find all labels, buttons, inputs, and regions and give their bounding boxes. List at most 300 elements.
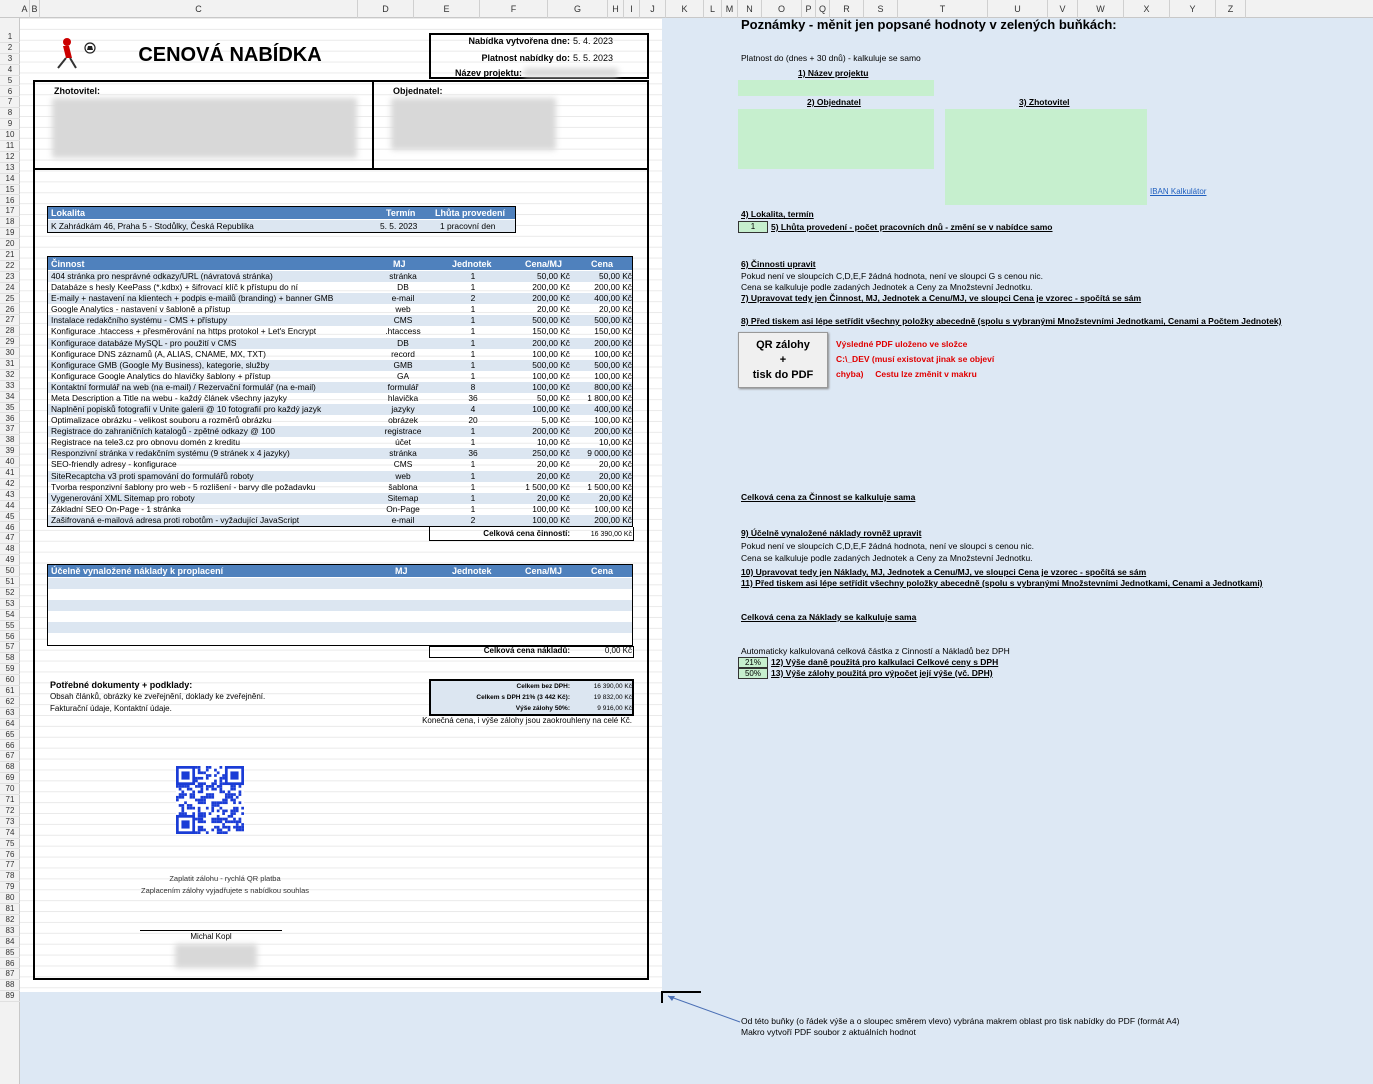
row-header[interactable]: 14 <box>0 174 20 185</box>
column-header-m[interactable]: M <box>722 0 738 18</box>
location-header-place: Lokalita <box>51 208 86 218</box>
activity-unit: stránka <box>389 271 417 281</box>
activity-row[interactable] <box>48 338 632 349</box>
note-10: 10) Upravovat tedy jen Náklady, MJ, Jednotek a Cenu/MJ, ve sloupci Cena je vzorec - spočítá se sám <box>741 567 1147 577</box>
activity-unit-price: 100,00 Kč <box>532 370 570 381</box>
column-header-a[interactable]: A <box>20 0 30 18</box>
location-header-date: Termín <box>386 208 416 218</box>
print-area-note1: Od této buňky (o řádek výše a o sloupec směrem vlevo) vybrána makrem oblast pro tisk nabídky do PDF (formát A4) <box>741 1016 1180 1026</box>
button-line1: QR zálohy <box>756 339 810 351</box>
row-header[interactable]: 35 <box>0 403 20 414</box>
pdf-note1: Výsledné PDF uloženo ve složce <box>836 339 968 349</box>
row-header[interactable]: 25 <box>0 294 20 305</box>
column-header-p[interactable]: P <box>802 0 816 18</box>
activity-unit: jazyky <box>391 404 415 415</box>
row-header[interactable]: 83 <box>0 926 20 937</box>
column-header-b[interactable]: B <box>30 0 40 18</box>
location-address: K Zahrádkám 46, Praha 5 - Stodůlky, Česká Republika <box>51 221 254 231</box>
activity-unit-price: 100,00 Kč <box>532 514 570 525</box>
note-13: 13) Výše zálohy použitá pro výpočet její výše (vč. DPH) <box>771 668 993 678</box>
row-header[interactable]: 24 <box>0 283 20 294</box>
row-header[interactable]: 32 <box>0 370 20 381</box>
column-header-d[interactable]: D <box>358 0 414 18</box>
row-header[interactable]: 72 <box>0 806 20 817</box>
activity-unit-price: 1 500,00 Kč <box>525 481 570 492</box>
summary-deposit-label: Výše zálohy 50%: <box>515 705 570 712</box>
activity-count: 1 <box>470 348 476 359</box>
activity-row[interactable] <box>48 282 632 293</box>
row-header[interactable]: 34 <box>0 392 20 403</box>
activity-price: 20,00 Kč <box>598 304 632 315</box>
row-header[interactable]: 41 <box>0 468 20 479</box>
activity-count: 1 <box>470 326 476 337</box>
activity-unit: e-mail <box>391 514 415 525</box>
term-days-input[interactable]: 1 <box>738 221 768 233</box>
note-total-costs: Celková cena za Náklady se kalkuluje sama <box>741 612 917 622</box>
activity-name: SEO-friendly adresy - konfigurace <box>51 459 177 470</box>
row-header[interactable]: 52 <box>0 588 20 599</box>
row-header[interactable]: 58 <box>0 653 20 664</box>
row-header[interactable]: 80 <box>0 893 20 904</box>
valid-label: Platnost nabídky do: <box>481 53 570 63</box>
activity-unit-price: 500,00 Kč <box>532 359 570 370</box>
activity-unit-price: 50,00 Kč <box>536 392 570 403</box>
activity-unit: DB <box>397 337 409 348</box>
activity-price: 20,00 Kč <box>598 459 632 470</box>
costs-row[interactable] <box>48 600 632 611</box>
deposit-rate-input[interactable]: 50% <box>738 668 768 679</box>
activity-unit: stránka <box>389 448 417 459</box>
row-header[interactable]: 73 <box>0 817 20 828</box>
activity-count: 1 <box>470 304 476 315</box>
activity-count: 8 <box>470 381 476 392</box>
row-header[interactable]: 45 <box>0 512 20 523</box>
iban-calculator-link[interactable]: IBAN Kalkulátor <box>1150 187 1207 196</box>
row-header[interactable]: 44 <box>0 501 20 512</box>
activity-unit: e-mail <box>391 293 415 304</box>
activity-price: 100,00 Kč <box>594 503 632 514</box>
row-header[interactable]: 18 <box>0 217 20 228</box>
created-label: Nabídka vytvořena dne: <box>468 36 570 46</box>
row-header[interactable]: 65 <box>0 730 20 741</box>
column-header-v[interactable]: V <box>1048 0 1078 18</box>
note-12: 12) Výše daně použitá pro kalkulaci Celkové ceny s DPH <box>771 657 999 667</box>
activity-unit-price: 20,00 Kč <box>536 492 570 503</box>
row-header[interactable]: 4 <box>0 65 20 76</box>
activity-unit: DB <box>397 282 409 293</box>
note-6b: Cena se kalkuluje podle zadaných Jednotek a Ceny za Množstevní Jednotku. <box>741 282 1033 292</box>
note-2: 2) Objednatel <box>807 97 861 107</box>
activities-total-label: Celková cena činností: <box>483 529 570 538</box>
activity-price: 200,00 Kč <box>594 514 632 525</box>
row-header[interactable]: 48 <box>0 544 20 555</box>
column-header-f[interactable]: F <box>480 0 548 18</box>
row-header[interactable]: 61 <box>0 686 20 697</box>
summary-deposit-value: 9 916,00 Kč <box>597 705 632 712</box>
qr-print-pdf-button[interactable] <box>738 332 828 388</box>
activity-unit-price: 20,00 Kč <box>536 304 570 315</box>
activity-unit-price: 5,00 Kč <box>541 415 570 426</box>
column-headers <box>0 0 1373 18</box>
column-header-k[interactable]: K <box>666 0 704 18</box>
row-header[interactable]: 20 <box>0 239 20 250</box>
activity-row[interactable] <box>48 437 632 448</box>
row-header[interactable]: 47 <box>0 533 20 544</box>
summary-vat-value: 19 832,00 Kč <box>593 694 632 701</box>
column-header-n[interactable]: N <box>738 0 762 18</box>
activity-unit-price: 100,00 Kč <box>532 503 570 514</box>
activity-unit: hlavička <box>387 392 419 403</box>
activity-name: Databáze s hesly KeePass (*.kdbx) + šifrovací klíč k přístupu do ní <box>51 282 298 293</box>
activity-count: 1 <box>470 459 476 470</box>
costs-header-price: Cena <box>591 566 614 576</box>
row-header[interactable]: 27 <box>0 315 20 326</box>
row-header[interactable]: 60 <box>0 675 20 686</box>
row-header[interactable]: 84 <box>0 937 20 948</box>
activity-price: 200,00 Kč <box>594 337 632 348</box>
row-header[interactable]: 23 <box>0 272 20 283</box>
costs-row[interactable] <box>48 578 632 589</box>
print-area-arrow-icon <box>660 990 750 1030</box>
row-header[interactable]: 64 <box>0 719 20 730</box>
row-header[interactable]: 59 <box>0 664 20 675</box>
documents-title: Potřebné dokumenty + podklady: <box>50 680 193 690</box>
activity-count: 1 <box>470 315 476 326</box>
activity-unit-price: 20,00 Kč <box>536 459 570 470</box>
activity-name: Vygenerování XML Sitemap pro roboty <box>51 492 195 503</box>
contractor-label: Zhotovitel: <box>54 86 100 96</box>
contractor-details-redacted[interactable] <box>52 98 357 158</box>
activity-row[interactable] <box>48 404 632 415</box>
column-header-u[interactable]: U <box>988 0 1048 18</box>
activity-row[interactable] <box>48 293 632 304</box>
created-value[interactable]: 5. 4. 2023 <box>573 36 614 46</box>
row-header[interactable]: 2 <box>0 43 20 54</box>
row-header[interactable]: 86 <box>0 959 20 970</box>
activity-row[interactable] <box>48 426 632 437</box>
activity-unit: účet <box>395 437 411 448</box>
activity-row[interactable] <box>48 371 632 382</box>
row-header[interactable]: 78 <box>0 871 20 882</box>
row-header[interactable]: 3 <box>0 54 20 65</box>
column-header-l[interactable]: L <box>704 0 722 18</box>
row-header[interactable]: 71 <box>0 795 20 806</box>
activity-row[interactable] <box>48 360 632 371</box>
row-header[interactable]: 13 <box>0 163 20 174</box>
row-header[interactable]: 31 <box>0 359 20 370</box>
row-header[interactable]: 12 <box>0 152 20 163</box>
activity-name: Meta Description a Title na webu - každý článek všechny jazyky <box>51 392 287 403</box>
activity-name: Instalace redakčního systému - CMS + přístupy <box>51 315 228 326</box>
row-header[interactable]: 50 <box>0 566 20 577</box>
project-name-redacted[interactable] <box>524 68 618 77</box>
note-11: 11) Před tiskem asi lépe setřídit všechny položky abecedně (spolu s vybranými Množstevními Jednotkami, Cenami a Jednotkami) <box>741 578 1263 588</box>
activity-unit: obrázek <box>388 415 418 426</box>
logo-icon <box>50 36 100 72</box>
project-name-input[interactable] <box>738 80 934 96</box>
costs-row[interactable] <box>48 589 632 600</box>
column-header-i[interactable]: I <box>624 0 640 18</box>
costs-total-label: Celková cena nákladů: <box>483 646 570 655</box>
activity-row[interactable] <box>48 504 632 515</box>
row-header[interactable]: 49 <box>0 555 20 566</box>
client-label: Objednatel: <box>393 86 443 96</box>
activity-price: 200,00 Kč <box>594 426 632 437</box>
activity-unit: GA <box>396 370 410 381</box>
note-8: 8) Před tiskem asi lépe setřídit všechny položky abecedně (spolu s vybranými Množstevními Jednotkami, Cenami a Počtem Jednotek) <box>741 316 1282 326</box>
activity-price: 200,00 Kč <box>594 282 632 293</box>
activity-unit-price: 500,00 Kč <box>532 315 570 326</box>
row-header[interactable]: 17 <box>0 206 20 217</box>
column-header-r[interactable]: R <box>830 0 864 18</box>
row-header[interactable]: 10 <box>0 130 20 141</box>
activity-price: 1 800,00 Kč <box>587 392 632 403</box>
row-headers <box>0 18 20 1084</box>
rounding-note: Konečná cena, i výše zálohy jsou zaokrouhleny na celé Kč. <box>422 716 632 725</box>
client-details-redacted[interactable] <box>391 98 556 150</box>
row-header[interactable]: 63 <box>0 708 20 719</box>
row-header[interactable]: 88 <box>0 980 20 991</box>
location-row[interactable] <box>48 220 515 232</box>
costs-row[interactable] <box>48 622 632 633</box>
row-header[interactable]: 1 <box>0 32 20 43</box>
activity-count: 1 <box>470 370 476 381</box>
row-header[interactable]: 85 <box>0 948 20 959</box>
activity-price: 100,00 Kč <box>594 348 632 359</box>
column-header-w[interactable]: W <box>1078 0 1124 18</box>
activity-unit-price: 20,00 Kč <box>536 470 570 481</box>
documents-line2: Fakturační údaje, Kontaktní údaje. <box>50 704 172 713</box>
row-header[interactable]: 39 <box>0 446 20 457</box>
column-header-c[interactable]: C <box>40 0 358 18</box>
activity-unit: GMB <box>393 359 413 370</box>
note-total-activities: Celková cena za Činnost se kalkuluje sama <box>741 492 916 502</box>
note-9a: Pokud není ve sloupcích C,D,E,F žádná hodnota, není ve sloupci s cenou nic. <box>741 541 1034 551</box>
activity-count: 1 <box>470 271 476 281</box>
row-header[interactable]: 22 <box>0 261 20 272</box>
contractor-input[interactable] <box>945 109 1147 205</box>
activity-count: 1 <box>470 359 476 370</box>
row-header[interactable]: 74 <box>0 828 20 839</box>
activity-unit-price: 200,00 Kč <box>532 293 570 304</box>
column-header-j[interactable]: J <box>640 0 666 18</box>
activity-unit: .htaccess <box>385 326 421 337</box>
row-header[interactable]: 66 <box>0 741 20 752</box>
activity-price: 400,00 Kč <box>594 404 632 415</box>
activity-name: 404 stránka pro nesprávné odkazy/URL (návratová stránka) <box>51 271 273 281</box>
row-header[interactable]: 8 <box>0 108 20 119</box>
activity-name: Konfigurace .htaccess + přesměrování na https protokol + Let's Encrypt <box>51 326 317 337</box>
activity-count: 36 <box>468 448 478 459</box>
row-header[interactable]: 75 <box>0 839 20 850</box>
row-header[interactable]: 21 <box>0 250 20 261</box>
summary-no-vat-value: 16 390,00 Kč <box>593 683 632 690</box>
activity-unit: formulář <box>387 381 419 392</box>
activity-count: 1 <box>470 337 476 348</box>
row-header[interactable]: 89 <box>0 991 20 1002</box>
activity-count: 4 <box>470 404 476 415</box>
row-header[interactable]: 16 <box>0 196 20 207</box>
row-header[interactable]: 11 <box>0 141 20 152</box>
activity-row[interactable] <box>48 493 632 504</box>
row-header[interactable]: 68 <box>0 762 20 773</box>
activity-row[interactable] <box>48 482 632 493</box>
activity-row[interactable] <box>48 349 632 360</box>
row-header[interactable]: 6 <box>0 87 20 98</box>
activity-unit-price: 150,00 Kč <box>532 326 570 337</box>
page-title: CENOVÁ NABÍDKA <box>138 44 322 66</box>
activity-row[interactable] <box>48 515 632 526</box>
project-label: Název projektu: <box>454 68 522 78</box>
summary-vat-label: Celkem s DPH 21% (3 442 Kč): <box>476 694 570 701</box>
pdf-note3: chyba) Cestu lze změnit v makru <box>836 369 977 379</box>
row-header[interactable]: 40 <box>0 457 20 468</box>
activity-row[interactable] <box>48 326 632 337</box>
row-header[interactable]: 56 <box>0 632 20 643</box>
activity-name: Konfigurace Google Analytics do hlavičky šablony + přístup <box>51 370 271 381</box>
activity-price: 10,00 Kč <box>598 437 632 448</box>
costs-header-row <box>48 565 632 577</box>
activity-name: Google Analytics - nastavení v šabloně a přístup <box>51 304 231 315</box>
activity-row[interactable] <box>48 271 632 282</box>
row-header[interactable]: 42 <box>0 479 20 490</box>
row-header[interactable]: 15 <box>0 185 20 196</box>
activity-price: 100,00 Kč <box>594 370 632 381</box>
row-header[interactable]: 70 <box>0 784 20 795</box>
activity-unit-price: 50,00 Kč <box>536 271 570 281</box>
row-header[interactable]: 54 <box>0 610 20 621</box>
note-9b: Cena se kalkuluje podle zadaných Jednotek a Ceny za Množstevní Jednotku. <box>741 553 1033 563</box>
row-header[interactable]: 82 <box>0 915 20 926</box>
pdf-note2: C:\_DEV (musí existovat jinak se objeví <box>836 354 995 364</box>
signature-line <box>140 930 282 931</box>
row-header[interactable]: 28 <box>0 326 20 337</box>
row-header[interactable]: 38 <box>0 435 20 446</box>
costs-row[interactable] <box>48 633 632 645</box>
location-term: 1 pracovní den <box>440 221 496 231</box>
column-header-o[interactable]: O <box>762 0 802 18</box>
row-header[interactable]: 5 <box>0 76 20 87</box>
activity-price: 1 500,00 Kč <box>587 481 632 492</box>
column-header-y[interactable]: Y <box>1170 0 1216 18</box>
row-header[interactable]: 76 <box>0 850 20 861</box>
activity-name: Naplnění popisků fotografií v Unite galerii @ 10 fotografií pro každý jazyk <box>51 404 322 415</box>
note-9: 9) Účelně vynaložené náklady rovněž upravit <box>741 528 922 538</box>
activity-count: 1 <box>470 437 476 448</box>
row-header[interactable]: 19 <box>0 228 20 239</box>
activity-row[interactable] <box>48 415 632 426</box>
activity-row[interactable] <box>48 393 632 404</box>
activity-count: 2 <box>470 293 476 304</box>
note-6: 6) Činnosti upravit <box>741 259 816 269</box>
row-header[interactable]: 33 <box>0 381 20 392</box>
activity-name: Registrace na tele3.cz pro obnovu domén z kreditu <box>51 437 241 448</box>
row-header[interactable]: 79 <box>0 882 20 893</box>
activity-count: 1 <box>470 481 476 492</box>
activity-price: 800,00 Kč <box>594 381 632 392</box>
valid-value[interactable]: 5. 5. 2023 <box>573 53 614 63</box>
row-header[interactable]: 81 <box>0 904 20 915</box>
note-validity: Platnost do (dnes + 30 dnů) - kalkuluje se samo <box>741 53 921 63</box>
activity-unit-price: 100,00 Kč <box>532 381 570 392</box>
activity-unit-price: 250,00 Kč <box>532 448 570 459</box>
row-header[interactable]: 30 <box>0 348 20 359</box>
row-header[interactable]: 53 <box>0 599 20 610</box>
sheet-background <box>20 992 662 1084</box>
row-header[interactable]: 36 <box>0 414 20 425</box>
activity-row[interactable] <box>48 471 632 482</box>
activity-unit-price: 10,00 Kč <box>536 437 570 448</box>
activity-unit: CMS <box>393 315 413 326</box>
activity-unit: record <box>391 348 415 359</box>
costs-header-item: Účelně vynaložené náklady k proplacení <box>51 566 224 576</box>
row-header[interactable]: 67 <box>0 751 20 762</box>
notes-title: Poznámky - měnit jen popsané hodnoty v zelených buňkách: <box>741 17 1117 32</box>
row-header[interactable]: 37 <box>0 424 20 435</box>
column-header-e[interactable]: E <box>414 0 480 18</box>
activity-unit: šablona <box>388 481 418 492</box>
row-header[interactable]: 57 <box>0 642 20 653</box>
costs-total-value: 0,00 Kč <box>604 646 632 655</box>
documents-line1: Obsah článků, obrázky ke zveřejnění, doklady ke zveřejnění. <box>50 692 266 701</box>
activity-row[interactable] <box>48 459 632 470</box>
vat-rate-input[interactable]: 21% <box>738 657 768 668</box>
column-header-g[interactable]: G <box>548 0 608 18</box>
location-header-row <box>48 207 515 219</box>
summary-no-vat-label: Celkem bez DPH: <box>516 683 570 690</box>
row-header[interactable]: 55 <box>0 621 20 632</box>
column-header-t[interactable]: T <box>898 0 988 18</box>
activities-header-activity: Činnost <box>51 259 85 269</box>
row-header[interactable]: 77 <box>0 860 20 871</box>
row-header[interactable]: 46 <box>0 523 20 534</box>
costs-header-unit-price: Cena/MJ <box>525 566 563 576</box>
row-header[interactable]: 51 <box>0 577 20 588</box>
activity-count: 1 <box>470 492 476 503</box>
activity-unit: web <box>395 304 411 315</box>
activity-row[interactable] <box>48 448 632 459</box>
activity-row[interactable] <box>48 315 632 326</box>
client-input[interactable] <box>738 109 934 169</box>
row-header[interactable]: 7 <box>0 97 20 108</box>
activity-unit-price: 100,00 Kč <box>532 348 570 359</box>
note-3: 3) Zhotovitel <box>1019 97 1070 107</box>
column-header-h[interactable]: H <box>608 0 624 18</box>
costs-header-count: Jednotek <box>452 566 492 576</box>
activity-row[interactable] <box>48 304 632 315</box>
signature-name: Michal Kopl <box>190 932 232 941</box>
column-header-x[interactable]: X <box>1124 0 1170 18</box>
row-header[interactable]: 29 <box>0 337 20 348</box>
activity-row[interactable] <box>48 382 632 393</box>
row-header[interactable]: 87 <box>0 969 20 980</box>
activity-count: 20 <box>468 415 478 426</box>
qr-caption1: Zaplatit zálohu - rychlá QR platba <box>169 874 281 883</box>
row-header[interactable]: 9 <box>0 119 20 130</box>
row-header[interactable]: 62 <box>0 697 20 708</box>
activity-count: 1 <box>470 426 476 437</box>
column-header-z[interactable]: Z <box>1216 0 1246 18</box>
activity-name: Zašifrovaná e-mailová adresa proti robotům - vyžadující JavaScript <box>51 514 300 525</box>
row-header[interactable]: 43 <box>0 490 20 501</box>
column-header-s[interactable]: S <box>864 0 898 18</box>
row-header[interactable]: 69 <box>0 773 20 784</box>
activity-unit: registrace <box>384 426 422 437</box>
costs-row[interactable] <box>48 611 632 622</box>
column-header-q[interactable]: Q <box>816 0 830 18</box>
qr-code <box>176 766 244 834</box>
row-header[interactable]: 26 <box>0 305 20 316</box>
